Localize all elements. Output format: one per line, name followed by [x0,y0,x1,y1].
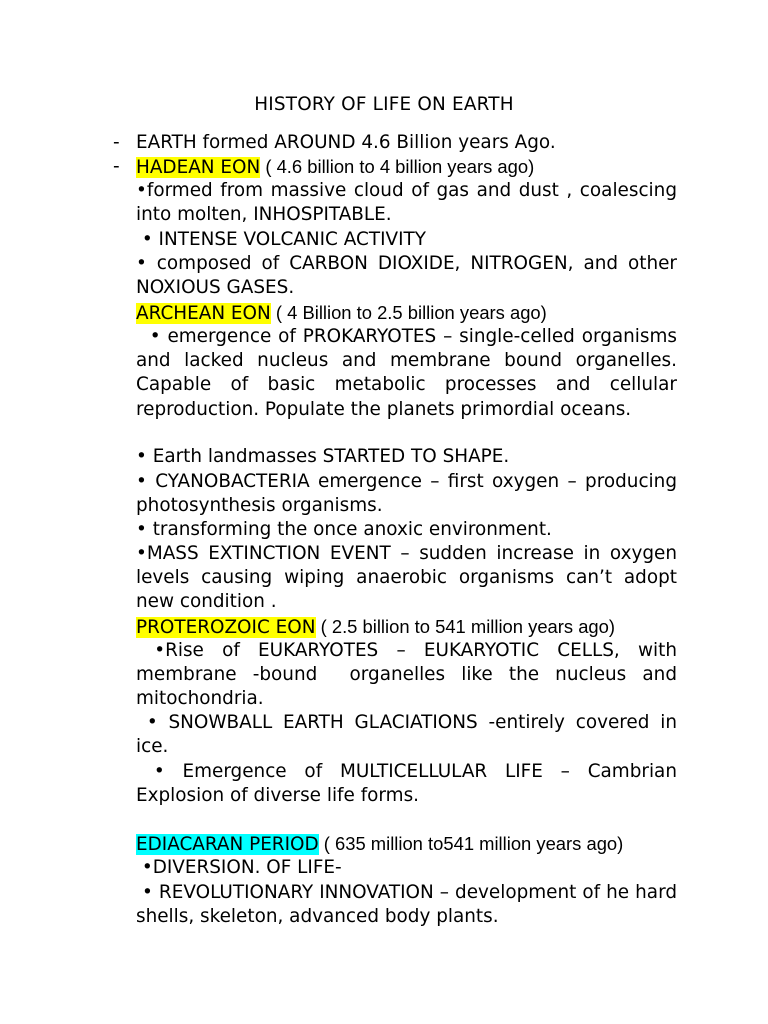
proterozoic-item: •Rise of EUKARYOTES – EUKARYOTIC CELLS, with membrane -bound organelles like the nucleus and mitochondria. [136,640,683,710]
archean-item: • CYANOBACTERIA emergence – first oxygen – producing photosynthesis organisms. [136,471,677,517]
proterozoic-heading [136,615,677,640]
archean-item: •MASS EXTINCTION EVENT – sudden increase in oxygen levels causing wiping anaerobic organisms can’t adopt new condition . [136,543,677,613]
ediacaran-range: ( 635 million to541 million years ago) [318,833,624,854]
dash-marker: - [113,132,120,153]
hadean-name: HADEAN EON [136,157,261,178]
archean-range: ( 4 Billion to 2.5 billion years ago) [270,302,547,323]
hadean-item: • INTENSE VOLCANIC ACTIVITY [136,229,426,250]
page-title: HISTORY OF LIFE ON EARTH [254,94,514,115]
dash-marker: - [113,156,120,177]
proterozoic-item: • Emergence of MULTICELLULAR LIFE – Cambrian Explosion of diverse life forms. [136,761,683,807]
hadean-item: • composed of CARBON DIOXIDE, NITROGEN, and other NOXIOUS GASES. [136,253,695,299]
archean-item: • transforming the once anoxic environment. [136,519,552,540]
archean-item: • emergence of PROKARYOTES – single-celled organisms and lacked nucleus and membrane bound organelles. Capable of basic metabolic processes and cellular reproduction. Populate the planets primordial oceans. [136,326,683,420]
hadean-heading [136,155,677,180]
hadean-range: ( 4.6 billion to 4 billion years ago) [260,156,535,177]
archean-name: ARCHEAN EON [136,303,271,324]
hadean-item: •formed from massive cloud of gas and dust , coalescing into molten, INHOSPITABLE. [136,180,683,226]
archean-item: • Earth landmasses STARTED TO SHAPE. [136,446,510,467]
proterozoic-item: • SNOWBALL EARTH GLACIATIONS -entirely covered in ice. [136,712,683,758]
intro-line: EARTH formed AROUND 4.6 Billion years Ago. [136,132,556,153]
ediacaran-item: •DIVERSION. OF LIFE- [136,857,342,878]
ediacaran-name: EDIACARAN PERIOD [136,834,319,855]
ediacaran-item: • REVOLUTIONARY INNOVATION – development of he hard shells, skeleton, advanced body plants. [136,882,683,928]
archean-heading [136,301,677,326]
proterozoic-name: PROTEROZOIC EON [136,617,316,638]
ediacaran-heading [136,832,677,857]
proterozoic-range: ( 2.5 billion to 541 million years ago) [315,616,616,637]
